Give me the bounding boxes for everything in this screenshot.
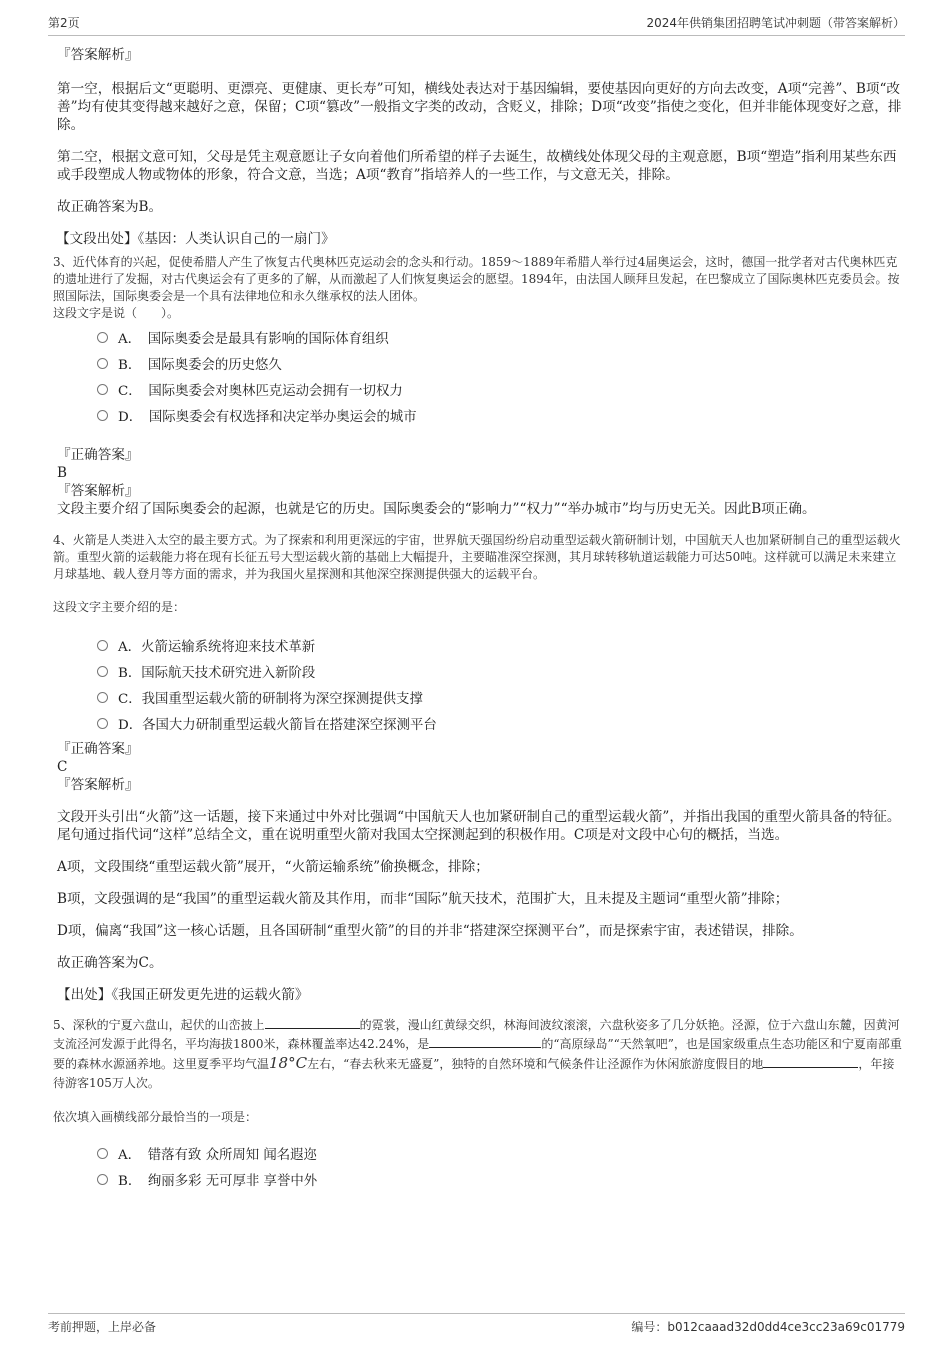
q4-options [57,632,902,736]
fill-blank-1[interactable] [265,1016,360,1029]
radio-icon[interactable] [97,1174,108,1185]
q3-answer: B [57,465,67,481]
footer-note: 考前押题，上岸必备 [48,1320,157,1334]
q4-option-c[interactable]: C．我国重型运载火箭的研制将为深空探测提供支撑 [97,684,902,710]
q4-analysis-para3: B项，文段强调的是“我国”的重型运载火箭及其作用，而非“国际”航天技术，范围扩大，且未提及主题词“重型火箭”排除； [57,891,789,907]
q5-option-b[interactable]: B． 绚丽多彩 无可厚非 享誉中外 [97,1166,902,1192]
q2-source: 【文段出处】《基因：人类认识自己的一扇门》 [56,231,335,247]
q5-stem: 5、深秋的宁夏六盘山，起伏的山峦披上 的霓裳，漫山红黄绿交织，林海间波纹滚滚，六盘秋姿多了几分妖艳。泾源，位于六盘山东麓，因黄河支流泾河发源于此得名，平均海拔1800米，森林覆盖率达42.24%，是 的“高原绿岛”“天然氧吧”，也是国家级重点生态功能区和宁夏南部重要的森林水源涵养地。这里夏季平均气温18°C左右，“春去秋来无盛夏”，独特的自然环境和气候条件让泾源作为休闲旅游度假目的地 ，年接待游客105万人次。 [53,1018,902,1090]
q4-analysis-para1: 文段开头引出“火箭”这一话题，接下来通过中外对比强调“中国航天人也加紧研制自己的重型运载火箭”，并指出我国的重型火箭具备的特征。尾句通过指代词“这样”总结全文，重在说明重型火箭对我国太空探测起到的积极作用。C项是对文段中心句的概括，当选。 [57,809,901,843]
q4-stem: 4、火箭是人类进入太空的最主要方式。为了探索和利用更深远的宇宙，世界航天强国纷纷启动重型运载火箭研制计划，中国航天人也加紧研制自己的重型运载火箭。重型火箭的运载能力将在现有长征五号大型运载火箭的基础上大幅提升，主要瞄准深空探测，其月球转移轨道运载能力可达50吨。这样就可以满足未来建立月球基地、载人登月等方面的需求，并为我国火星探测和其他深空探测提供强大的运载平台。 [53,533,901,581]
q4-option-d[interactable]: D．各国大力研制重型运载火箭旨在搭建深空探测平台 [97,710,902,736]
q2-analysis-para1: 第一空，根据后文“更聪明、更漂亮、更健康、更长寿”可知，横线处表达对于基因编辑，要使基因向更好的方向去改变，A项“完善”、B项“改善”均有使其变得越来越好之意，保留；C项“篡改”一般指文字类的改动，含贬义，排除；D项“改变”指使之变化，但并非能体现变好之意，排除。 [57,81,902,133]
radio-icon[interactable] [97,640,108,651]
fill-blank-2[interactable] [429,1035,541,1048]
page-number: 第2页 [48,16,80,30]
q4-answer-title: 『正确答案』 [57,741,139,757]
radio-icon[interactable] [97,332,108,343]
q5-prompt: 依次填入画横线部分最恰当的一项是： [53,1110,258,1124]
q3-option-a[interactable]: A． 国际奥委会是最具有影响的国际体育组织 [97,324,902,350]
q4-option-b[interactable]: B．国际航天技术研究进入新阶段 [97,658,902,684]
q4-prompt: 这段文字主要介绍的是： [53,600,186,614]
radio-icon[interactable] [97,666,108,677]
q3-stem: 3、近代体育的兴起，促使希腊人产生了恢复古代奥林匹克运动会的念头和行动。1859～1889年希腊人举行过4届奥运会，这时，德国一批学者对古代奥林匹克的遗址进行了发掘，对古代奥运会有了更多的了解，从而激起了人们恢复奥运会的愿望。1894年，由法国人顾拜旦发起，在巴黎成立了国际奥林匹克委员会。按照国际法，国际奥委会是一个具有法律地位和永久继承权的法人团体。 [53,255,900,303]
q3-option-c[interactable]: C． 国际奥委会对奥林匹克运动会拥有一切权力 [97,376,902,402]
q5-option-a[interactable]: A． 错落有致 众所周知 闻名遐迩 [97,1140,902,1166]
q3-analysis-title: 『答案解析』 [57,483,139,499]
q2-analysis-title: 『答案解析』 [57,47,139,63]
fill-blank-3[interactable] [763,1055,858,1068]
document-title: 2024年供销集团招聘笔试冲刺题（带答案解析） [646,16,905,30]
q3-analysis: 文段主要介绍了国际奥委会的起源，也就是它的历史。国际奥委会的“影响力”“权力”“举办城市”均与历史无关。因此B项正确。 [57,501,816,517]
radio-icon[interactable] [97,358,108,369]
q4-analysis-para4: D项，偏离“我国”这一核心话题，且各国研制“重型火箭”的目的并非“搭建深空探测平台”，而是探索宇宙，表述错误，排除。 [57,923,803,939]
q4-analysis-title: 『答案解析』 [57,777,139,793]
radio-icon[interactable] [97,692,108,703]
q5-options [57,1140,902,1192]
radio-icon[interactable] [97,718,108,729]
temperature-value: 18°C [269,1054,308,1072]
q3-option-d[interactable]: D． 国际奥委会有权选择和决定举办奥运会的城市 [97,402,902,428]
page-footer [48,1313,905,1335]
q4-source: 【出处】《我国正研发更先进的运载火箭》 [57,987,309,1003]
main-content [53,46,902,1192]
q3-option-b[interactable]: B． 国际奥委会的历史悠久 [97,350,902,376]
q2-conclusion: 故正确答案为B。 [57,199,163,215]
q3-answer-title: 『正确答案』 [57,447,139,463]
q4-analysis-para2: A项，文段围绕“重型运载火箭”展开，“火箭运输系统”偷换概念，排除； [57,859,489,875]
q4-option-a[interactable]: A．火箭运输系统将迎来技术革新 [97,632,902,658]
q3-options [57,324,902,428]
radio-icon[interactable] [97,384,108,395]
q4-conclusion: 故正确答案为C。 [57,955,163,971]
page-header [48,14,905,36]
radio-icon[interactable] [97,410,108,421]
q2-analysis-para2: 第二空，根据文意可知，父母是凭主观意愿让子女向着他们所希望的样子去诞生，故横线处体现父母的主观意愿，B项“塑造”指利用某些东西或手段塑成人物或物体的形象，符合文意，当选；A项“教育”指培养人的一些工作，与文意无关，排除。 [57,149,897,183]
document-code: 编号：b012caaad32d0dd4ce3cc23a69c01779 [631,1320,905,1334]
q4-answer: C [57,759,68,775]
radio-icon[interactable] [97,1148,108,1159]
q3-prompt: 这段文字是说（ ）。 [53,306,180,320]
